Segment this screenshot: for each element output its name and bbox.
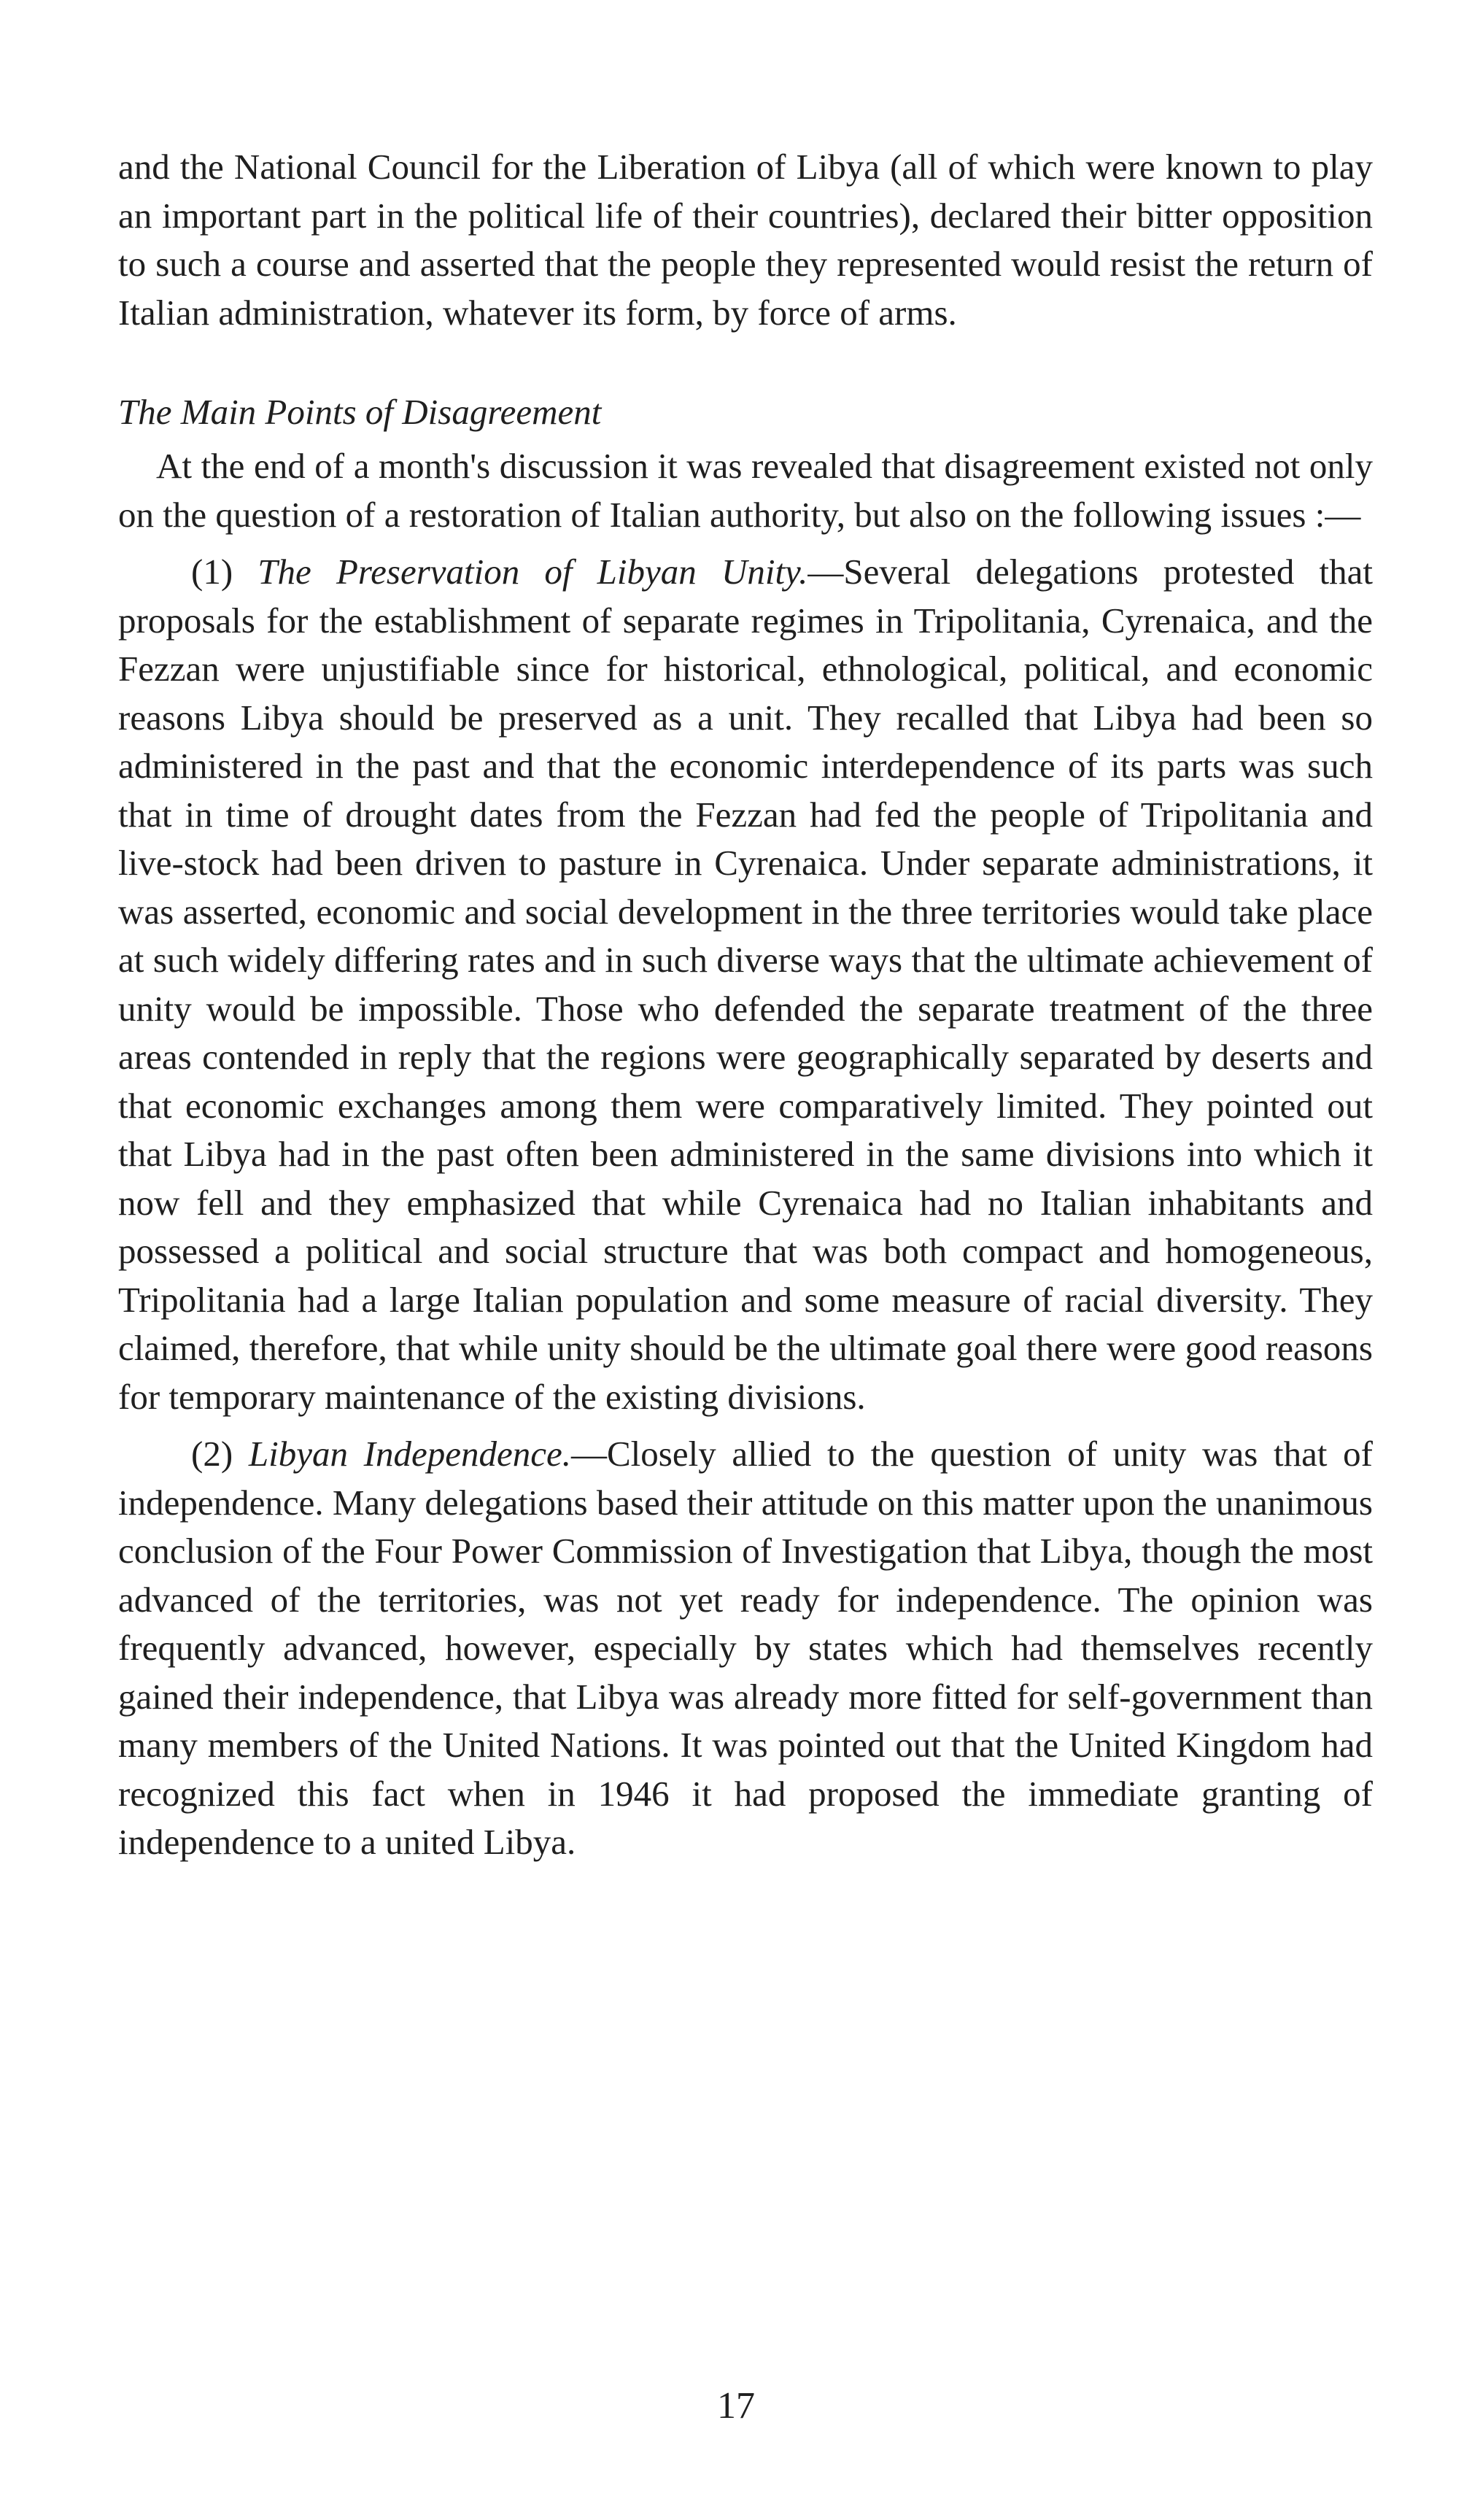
spacer xyxy=(118,539,1373,548)
spacer xyxy=(118,337,1373,388)
page-body xyxy=(118,143,1373,1867)
page-number: 17 xyxy=(717,2385,755,2427)
list-item-preservation-of-unity xyxy=(118,548,1373,1421)
item-number: (1) xyxy=(191,552,233,592)
continuation-paragraph: and the National Council for the Liberation of Libya (all of which were known to play an important part in the political life of their countries), declared their bitter opposition to such a course and asserted that the people they represented would resist the return of Italian administration, whatever its form, by force of arms. xyxy=(118,147,1373,333)
section-heading: The Main Points of Disagreement xyxy=(118,392,602,432)
item-title: Libyan Independence. xyxy=(248,1434,571,1474)
spacer xyxy=(118,1421,1373,1430)
intro-paragraph: At the end of a month's discussion it was revealed that disagreement existed not only on the question of a restoration of Italian authority, but also on the following issues :— xyxy=(118,446,1373,535)
item-text: —Several delegations protested that proposals for the establishment of separate regimes in Tripolitania, Cyrenaica, and the Fezzan were unjustifiable since for historical, ethnological, political, and economic reasons Libya should be preserved as a unit. They recalled that Libya had been so administered in the past and that the economic interdependence of its parts was such that in time of drought dates from the Fezzan had fed the people of Tripolitania and live-stock had been driven to pasture in Cyrenaica. Under separate administrations, it was asserted, economic and social development in the three territories would take place at such widely differing rates and in such diverse ways that the ultimate achievement of unity would be impossible. Those who defended the separate treatment of the three areas contended in reply that the regions were geographically separated by deserts and that economic exchanges among them were comparatively limited. They pointed out that Libya had in the past often been administered in the same divisions into which it now fell and they emphasized that while Cyrenaica had no Italian inhabitants and possessed a political and social structure that was both compact and homogeneous, Tripolitania had a large Italian population and some measure of racial diversity. They claimed, therefore, that while unity should be the ultimate goal there were good reasons for temporary maintenance of the existing divisions. xyxy=(118,552,1373,1417)
item-number: (2) xyxy=(191,1434,233,1474)
list-item-libyan-independence xyxy=(118,1430,1373,1867)
item-text: —Closely allied to the question of unity was that of independence. Many delegations based their attitude on this matter upon the unanimous conclusion of the Four Power Commission of Investigation that Libya, though the most advanced of the territories, was not yet ready for independence. The opinion was frequently advanced, however, especially by states which had themselves recently gained their independence, that Libya was already more fitted for self-government than many members of the United Nations. It was pointed out that the United Kingdom had recognized this fact when in 1946 it had proposed the immediate granting of independence to a united Libya. xyxy=(118,1434,1374,1862)
item-title: The Preservation of Libyan Unity. xyxy=(257,552,808,592)
